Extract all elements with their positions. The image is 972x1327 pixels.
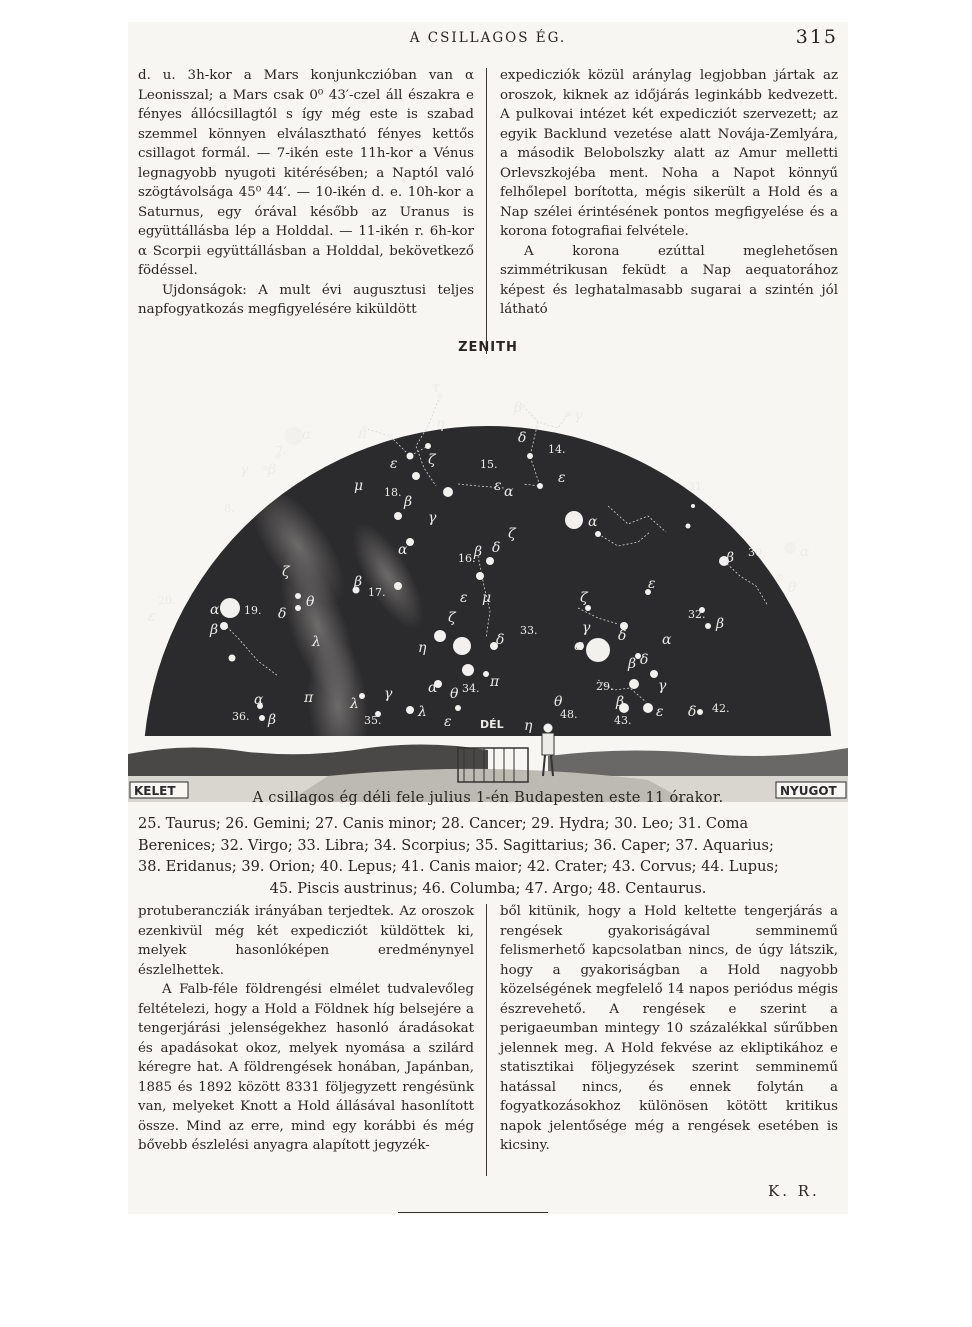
star bbox=[425, 443, 431, 449]
svg-text:ζ: ζ bbox=[580, 590, 588, 606]
svg-text:ε: ε bbox=[656, 704, 664, 720]
author-signature: K. R. bbox=[768, 1182, 820, 1200]
svg-text:θ: θ bbox=[306, 594, 315, 610]
south-label: DÉL bbox=[480, 718, 504, 731]
star bbox=[643, 703, 653, 713]
top-right-column bbox=[500, 66, 838, 320]
svg-text:τ: τ bbox=[432, 380, 440, 396]
svg-text:β: β bbox=[514, 400, 523, 416]
svg-text:δ: δ bbox=[492, 540, 501, 556]
svg-text:30.: 30. bbox=[748, 546, 766, 559]
svg-text:θ: θ bbox=[450, 686, 459, 702]
star bbox=[784, 542, 796, 554]
svg-text:μ: μ bbox=[482, 590, 492, 606]
svg-text:17.: 17. bbox=[368, 586, 386, 599]
svg-text:α: α bbox=[662, 632, 672, 648]
star bbox=[285, 427, 303, 445]
star bbox=[486, 557, 494, 565]
running-head: A CSILLAGOS ÉG. bbox=[409, 30, 567, 46]
star bbox=[691, 504, 695, 508]
paragraph: A Falb-féle földrengési elmélet tudvalevőleg feltételezi, hogy a Hold a Földnek híg belsejére a tengerjárási jelenségekhez hasonló áradásokat és apadásokat okoz, melyek nyomása a szilárd kéregre hat. A földrengések honában, Japánban, 1885 és 1892 között 8331 följegyzett rengésünk van, melyeket Knott a Hold állásával hasonlított össze. Mind az erre, mind egy korábbi és még bővebb észlelési anyagra alapított jegyzék- bbox=[138, 982, 474, 1153]
star-map-figure bbox=[128, 356, 848, 802]
svg-text:36.: 36. bbox=[232, 710, 250, 723]
paragraph: ből kitünik, hogy a Hold keltette tengerjárás a rengések gyakoriságával semminemű felismerhető kapcsolatban nincs, de úgy látszik, hogy a gyakoriságban a Hold nagyobb közelségének megfelelő 14 napos periódus mégis észrevehető. A rengések e szerint a perigaeumban mintegy 10 százalékkal sűrűbben jelennek meg. A Hold fekvése az ekliptikához e statisztikai följegyzések szerint semminemű hatással nincs, és ennek folytán a fogyatkozásokhoz különösen kötött kritikus napok jelentősége még a rengések esetében is kicsiny. bbox=[500, 904, 838, 1153]
star bbox=[776, 574, 784, 582]
svg-text:β: β bbox=[354, 574, 363, 590]
svg-text:29.: 29. bbox=[596, 680, 614, 693]
paragraph: A korona ezúttal meglehetősen szimmétrikusan feküdt a Nap aequatorához képest és leghatalmasabb sugarai a szintén jól látható bbox=[500, 243, 838, 317]
svg-text:ε: ε bbox=[444, 714, 452, 730]
svg-text:β: β bbox=[474, 544, 483, 560]
star bbox=[595, 531, 601, 537]
star bbox=[220, 622, 228, 630]
figure-caption: A csillagos ég déli fele julius 1-én Budapesten este 11 órakor. bbox=[252, 790, 724, 806]
star bbox=[527, 453, 533, 459]
svg-text:λ: λ bbox=[312, 634, 321, 650]
svg-text:42.: 42. bbox=[712, 702, 730, 715]
star bbox=[387, 433, 393, 439]
legend-line: 25. Taurus; 26. Gemini; 27. Canis minor; 28. Cancer; 29. Hydra; 30. Leo; 31. Coma bbox=[138, 816, 749, 832]
svg-text:16.: 16. bbox=[458, 552, 476, 565]
west-label: NYUGOT bbox=[780, 784, 837, 798]
paragraph: expedicziók közül aránylag legjobban jártak az oroszok, kiknek az időjárás leginkább kedvezett. A pulkovai intézet két expedicziót szervezett; az egyik Backlund vezetése alatt Novája-Zemlyára, a második Belobolszky alatt az Amur melletti Orlevszkojéba ment. Noha a Napot könnyű felhőlepel borította, mégis sikerült a Hold és a Nap szélei érintésének pontos megfigyelése és a korona fotografiai felvétele. bbox=[500, 68, 838, 239]
svg-text:48.: 48. bbox=[560, 708, 578, 721]
star bbox=[476, 572, 484, 580]
legend-line: Berenices; 32. Virgo; 33. Libra; 34. Scorpius; 35. Sagittarius; 36. Caper; 37. Aquarius; bbox=[138, 837, 774, 854]
svg-text:β: β bbox=[268, 462, 277, 478]
svg-text:15.: 15. bbox=[480, 458, 498, 471]
svg-text:ε: ε bbox=[494, 478, 502, 494]
svg-text:π: π bbox=[490, 674, 500, 690]
svg-text:λ: λ bbox=[418, 704, 427, 720]
svg-text:γ: γ bbox=[658, 678, 667, 694]
star bbox=[229, 655, 236, 662]
bottom-right-column bbox=[500, 902, 838, 1156]
svg-text:γ: γ bbox=[582, 620, 591, 636]
svg-text:ε: ε bbox=[460, 590, 468, 606]
svg-text:β: β bbox=[404, 494, 413, 510]
svg-text:35.: 35. bbox=[364, 714, 382, 727]
svg-text:δ: δ bbox=[518, 430, 527, 446]
svg-text:δ: δ bbox=[278, 606, 287, 622]
figure-legend bbox=[138, 814, 838, 900]
svg-text:α: α bbox=[210, 602, 220, 618]
svg-text:β: β bbox=[268, 712, 277, 728]
paragraph: d. u. 3h-kor a Mars konjunkczióban van α Leonisszal; a Mars csak 0⁰ 43′-czel áll északra e fényes állócsillagtól s így még este is szabad szemmel könnyen elválasztható fényes kettős csillagot formál. — 7-ikén este 11h-kor a Vénus legnagyobb nyugoti kitérésében; a Naptól való szögtávolsága 45⁰ 44′. — 10-ikén d. e. 10h-kor a Saturnus, egy órával később az Uranus is együttállásba lép a Holddal. — 11-ikén r. 6h-kor α Scorpii együttállásban a Holddal, bekövetkező födéssel. bbox=[138, 68, 474, 278]
svg-text:α: α bbox=[398, 542, 408, 558]
svg-text:β: β bbox=[210, 622, 219, 638]
svg-text:δ: δ bbox=[618, 628, 627, 644]
star bbox=[565, 411, 571, 417]
svg-text:32.: 32. bbox=[688, 608, 706, 621]
svg-text:γ: γ bbox=[384, 686, 393, 702]
svg-text:μ: μ bbox=[354, 478, 364, 494]
svg-text:14.: 14. bbox=[548, 443, 566, 456]
star bbox=[220, 598, 240, 618]
column-divider bbox=[486, 68, 487, 354]
svg-text:18.: 18. bbox=[384, 486, 402, 499]
star bbox=[455, 705, 461, 711]
svg-text:α: α bbox=[574, 638, 584, 654]
svg-text:η: η bbox=[524, 718, 533, 734]
star bbox=[359, 693, 365, 699]
svg-text:α: α bbox=[254, 692, 264, 708]
star bbox=[295, 593, 301, 599]
footer-rule bbox=[398, 1212, 548, 1213]
page bbox=[128, 22, 848, 1214]
star bbox=[407, 453, 414, 460]
svg-text:β: β bbox=[716, 616, 725, 632]
legend-line: 45. Piscis austrinus; 46. Columba; 47. Argo; 48. Centaurus. bbox=[269, 880, 707, 897]
star bbox=[483, 671, 489, 677]
svg-text:33.: 33. bbox=[520, 624, 538, 637]
svg-text:20.: 20. bbox=[158, 594, 176, 607]
svg-text:γ: γ bbox=[428, 510, 437, 526]
star bbox=[259, 715, 265, 721]
zenith-label: ZENITH bbox=[458, 340, 518, 355]
star bbox=[697, 709, 703, 715]
star bbox=[586, 638, 610, 662]
svg-text:ζ: ζ bbox=[428, 452, 436, 468]
star bbox=[686, 524, 691, 529]
svg-text:ζ: ζ bbox=[282, 564, 290, 580]
svg-text:π: π bbox=[304, 690, 314, 706]
star bbox=[295, 605, 301, 611]
legend-line: 38. Eridanus; 39. Orion; 40. Lepus; 41. Canis maior; 42. Crater; 43. Corvus; 44. Lupus; bbox=[138, 859, 779, 875]
svg-text:δ: δ bbox=[688, 704, 697, 720]
svg-text:α: α bbox=[504, 484, 514, 500]
star bbox=[565, 511, 583, 529]
svg-text:ε: ε bbox=[558, 470, 566, 486]
svg-text:α: α bbox=[428, 680, 438, 696]
svg-text:8.: 8. bbox=[224, 502, 235, 515]
top-left-column bbox=[138, 66, 474, 320]
paragraph: Ujdonságok: A mult évi augusztusi teljes napfogyatkozás megfigyelésére kiküldött bbox=[138, 282, 474, 317]
svg-text:31.: 31. bbox=[688, 480, 706, 493]
svg-text:34.: 34. bbox=[462, 682, 480, 695]
svg-text:ε: ε bbox=[390, 456, 398, 472]
svg-text:7.: 7. bbox=[276, 444, 287, 457]
svg-text:η: η bbox=[418, 640, 427, 656]
svg-text:γ: γ bbox=[574, 408, 583, 424]
star bbox=[650, 670, 658, 678]
svg-text:η: η bbox=[436, 416, 445, 432]
star-map bbox=[128, 356, 848, 802]
svg-text:θ: θ bbox=[788, 580, 797, 596]
east-label: KELET bbox=[134, 784, 176, 798]
svg-text:θ: θ bbox=[554, 694, 563, 710]
svg-text:ε: ε bbox=[648, 576, 656, 592]
star bbox=[406, 706, 414, 714]
star bbox=[462, 664, 474, 676]
star bbox=[537, 483, 543, 489]
svg-text:λ: λ bbox=[350, 696, 359, 712]
bottom-left-column bbox=[138, 902, 474, 1156]
svg-text:β: β bbox=[726, 550, 735, 566]
svg-text:ε: ε bbox=[148, 609, 156, 625]
page-number: 315 bbox=[795, 26, 838, 48]
svg-text:γ: γ bbox=[240, 462, 249, 478]
star bbox=[705, 623, 711, 629]
svg-text:ζ: ζ bbox=[448, 610, 456, 626]
star bbox=[394, 512, 402, 520]
svg-text:α: α bbox=[800, 544, 810, 560]
svg-text:π: π bbox=[358, 426, 368, 442]
svg-text:43.: 43. bbox=[614, 714, 632, 727]
svg-text:α: α bbox=[588, 514, 598, 530]
svg-text:δ: δ bbox=[640, 652, 649, 668]
star bbox=[453, 637, 471, 655]
star bbox=[443, 487, 453, 497]
svg-text:19.: 19. bbox=[244, 604, 262, 617]
column-divider bbox=[486, 904, 487, 1176]
svg-text:α: α bbox=[302, 427, 312, 443]
star bbox=[434, 630, 446, 642]
star bbox=[412, 472, 420, 480]
svg-text:β: β bbox=[616, 694, 625, 710]
svg-text:β: β bbox=[628, 656, 637, 672]
svg-text:ζ: ζ bbox=[508, 526, 516, 542]
star bbox=[394, 582, 402, 590]
svg-text:δ: δ bbox=[496, 632, 505, 648]
star bbox=[629, 679, 639, 689]
paragraph: protuberancziák irányában terjedtek. Az oroszok ezenkivül még két expedicziót küldöttek ki, melyek hasonlóképen eredménynyel észlelhettek. bbox=[138, 904, 474, 978]
